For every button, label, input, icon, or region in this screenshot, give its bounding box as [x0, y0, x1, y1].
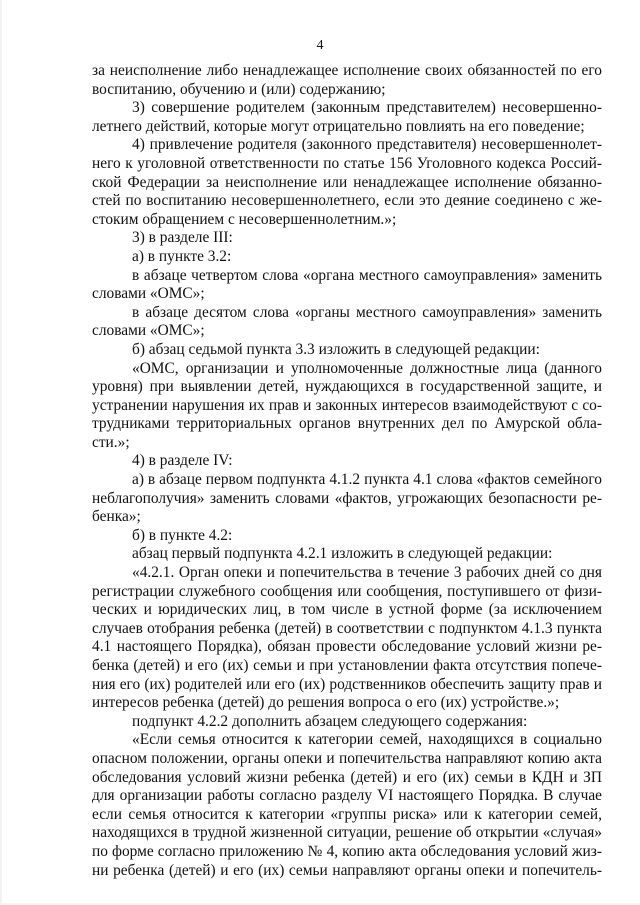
text-line: б) абзац седьмой пункта 3.3 изложить в следующей редакции: — [132, 340, 540, 358]
document-body — [92, 62, 602, 880]
text-line: опасном положении, органы опеки и попечительства направляют копию акта — [92, 749, 602, 767]
text-line: в абзаце четвертом слова «органа местного самоуправления» заменить — [132, 266, 602, 284]
text-line: 4) в разделе IV: — [132, 452, 233, 470]
text-line: обследования условий жизни ребенка (детей) и его (их) семьи в КДН и ЗП — [92, 768, 602, 786]
text-line: по форме согласно приложению № 4, копию акта обследования условий жиз- — [92, 842, 602, 860]
text-line: ния его (их) родителей или его (их) родственников обеспечить защиту прав и — [92, 675, 602, 693]
text-line: словами «ОМС»; — [92, 285, 205, 303]
text-line: для организации работы согласно разделу VI настоящего Порядка. В случае — [92, 787, 602, 805]
page-number: 4 — [316, 38, 324, 53]
text-line: стей по воспитанию несовершеннолетнего, если это деяние соединено с же- — [92, 192, 602, 210]
text-line: него к уголовной ответственности по статье 156 Уголовного кодекса Россий- — [92, 154, 602, 172]
text-line: трудниками территориальных органов внутренних дел по Амурской обла- — [92, 415, 602, 433]
text-line: б) в пункте 4.2: — [132, 526, 233, 544]
text-line: «Если семья относится к категории семей, находящихся в социально — [132, 731, 602, 749]
text-line: сти.»; — [92, 433, 130, 451]
text-line: интересов ребенка (детей) до решения вопроса о его (их) устройстве.»; — [92, 694, 560, 712]
text-line: «ОМС, организации и уполномоченные должностные лица (данного — [132, 359, 602, 377]
text-line: уровня) при выявлении детей, нуждающихся в государственной защите, и — [92, 378, 602, 396]
text-line: а) в абзаце первом подпункта 4.1.2 пункта 4.1 слова «фактов семейного — [132, 471, 602, 489]
text-line: ской Федерации за неисполнение или ненадлежащее исполнение обязанно- — [92, 173, 602, 191]
text-line: воспитанию, обучению и (или) содержанию; — [92, 80, 386, 98]
text-line: 3) в разделе III: — [132, 229, 233, 247]
text-line: неблагополучия» заменить словами «фактов, угрожающих безопасности ре- — [92, 489, 602, 507]
text-line: находящихся в трудной жизненной ситуации, решение об открытии «случая» — [92, 824, 602, 842]
text-line: стоким обращением с несовершеннолетним.»; — [92, 210, 397, 228]
text-line: бенка (детей) и его (их) семьи и при установлении факта отсутствия попече- — [92, 657, 602, 674]
text-line: бенка»; — [92, 508, 141, 526]
text-line: 4) привлечение родителя (законного представителя) несовершеннолет- — [132, 136, 602, 154]
text-line: если семья относится к категории «группы риска» или к категории семей, — [92, 805, 602, 823]
text-line: регистрации служебного сообщения или сообщения, поступившего от физи- — [92, 582, 602, 600]
scan-edge — [0, 0, 2, 905]
text-line: устранении нарушения их прав и законных интересов взаимодействуют с со- — [92, 396, 602, 414]
text-line: за неисполнение либо ненадлежащее исполнение своих обязанностей по его — [92, 62, 602, 79]
text-line: а) в пункте 3.2: — [132, 247, 232, 265]
text-line: летнего действий, которые могут отрицательно повлиять на его поведение; — [92, 117, 585, 135]
text-line: ческих и юридических лиц, в том числе в устной форме (за исключением — [92, 601, 602, 619]
text-line: ни ребенка (детей) и его (их) семьи направляют органы опеки и попечитель- — [92, 861, 602, 879]
text-line: 3) совершение родителем (законным представителем) несовершенно- — [132, 99, 602, 117]
text-line: «4.2.1. Орган опеки и попечительства в течение 3 рабочих дней со дня — [132, 564, 602, 582]
text-line: 4.1 настоящего Порядка), обязан провести обследование условий жизни ре- — [92, 638, 602, 656]
text-line: в абзаце десятом слова «органы местного самоуправления» заменить — [132, 303, 602, 321]
text-line: случаев отобрания ребенка (детей) в соответствии с подпунктом 4.1.3 пункта — [92, 619, 602, 637]
text-line: абзац первый подпункта 4.2.1 изложить в следующей редакции: — [132, 545, 553, 563]
text-line: подпункт 4.2.2 дополнить абзацем следующего содержания: — [132, 712, 528, 730]
text-line: словами «ОМС»; — [92, 322, 205, 340]
